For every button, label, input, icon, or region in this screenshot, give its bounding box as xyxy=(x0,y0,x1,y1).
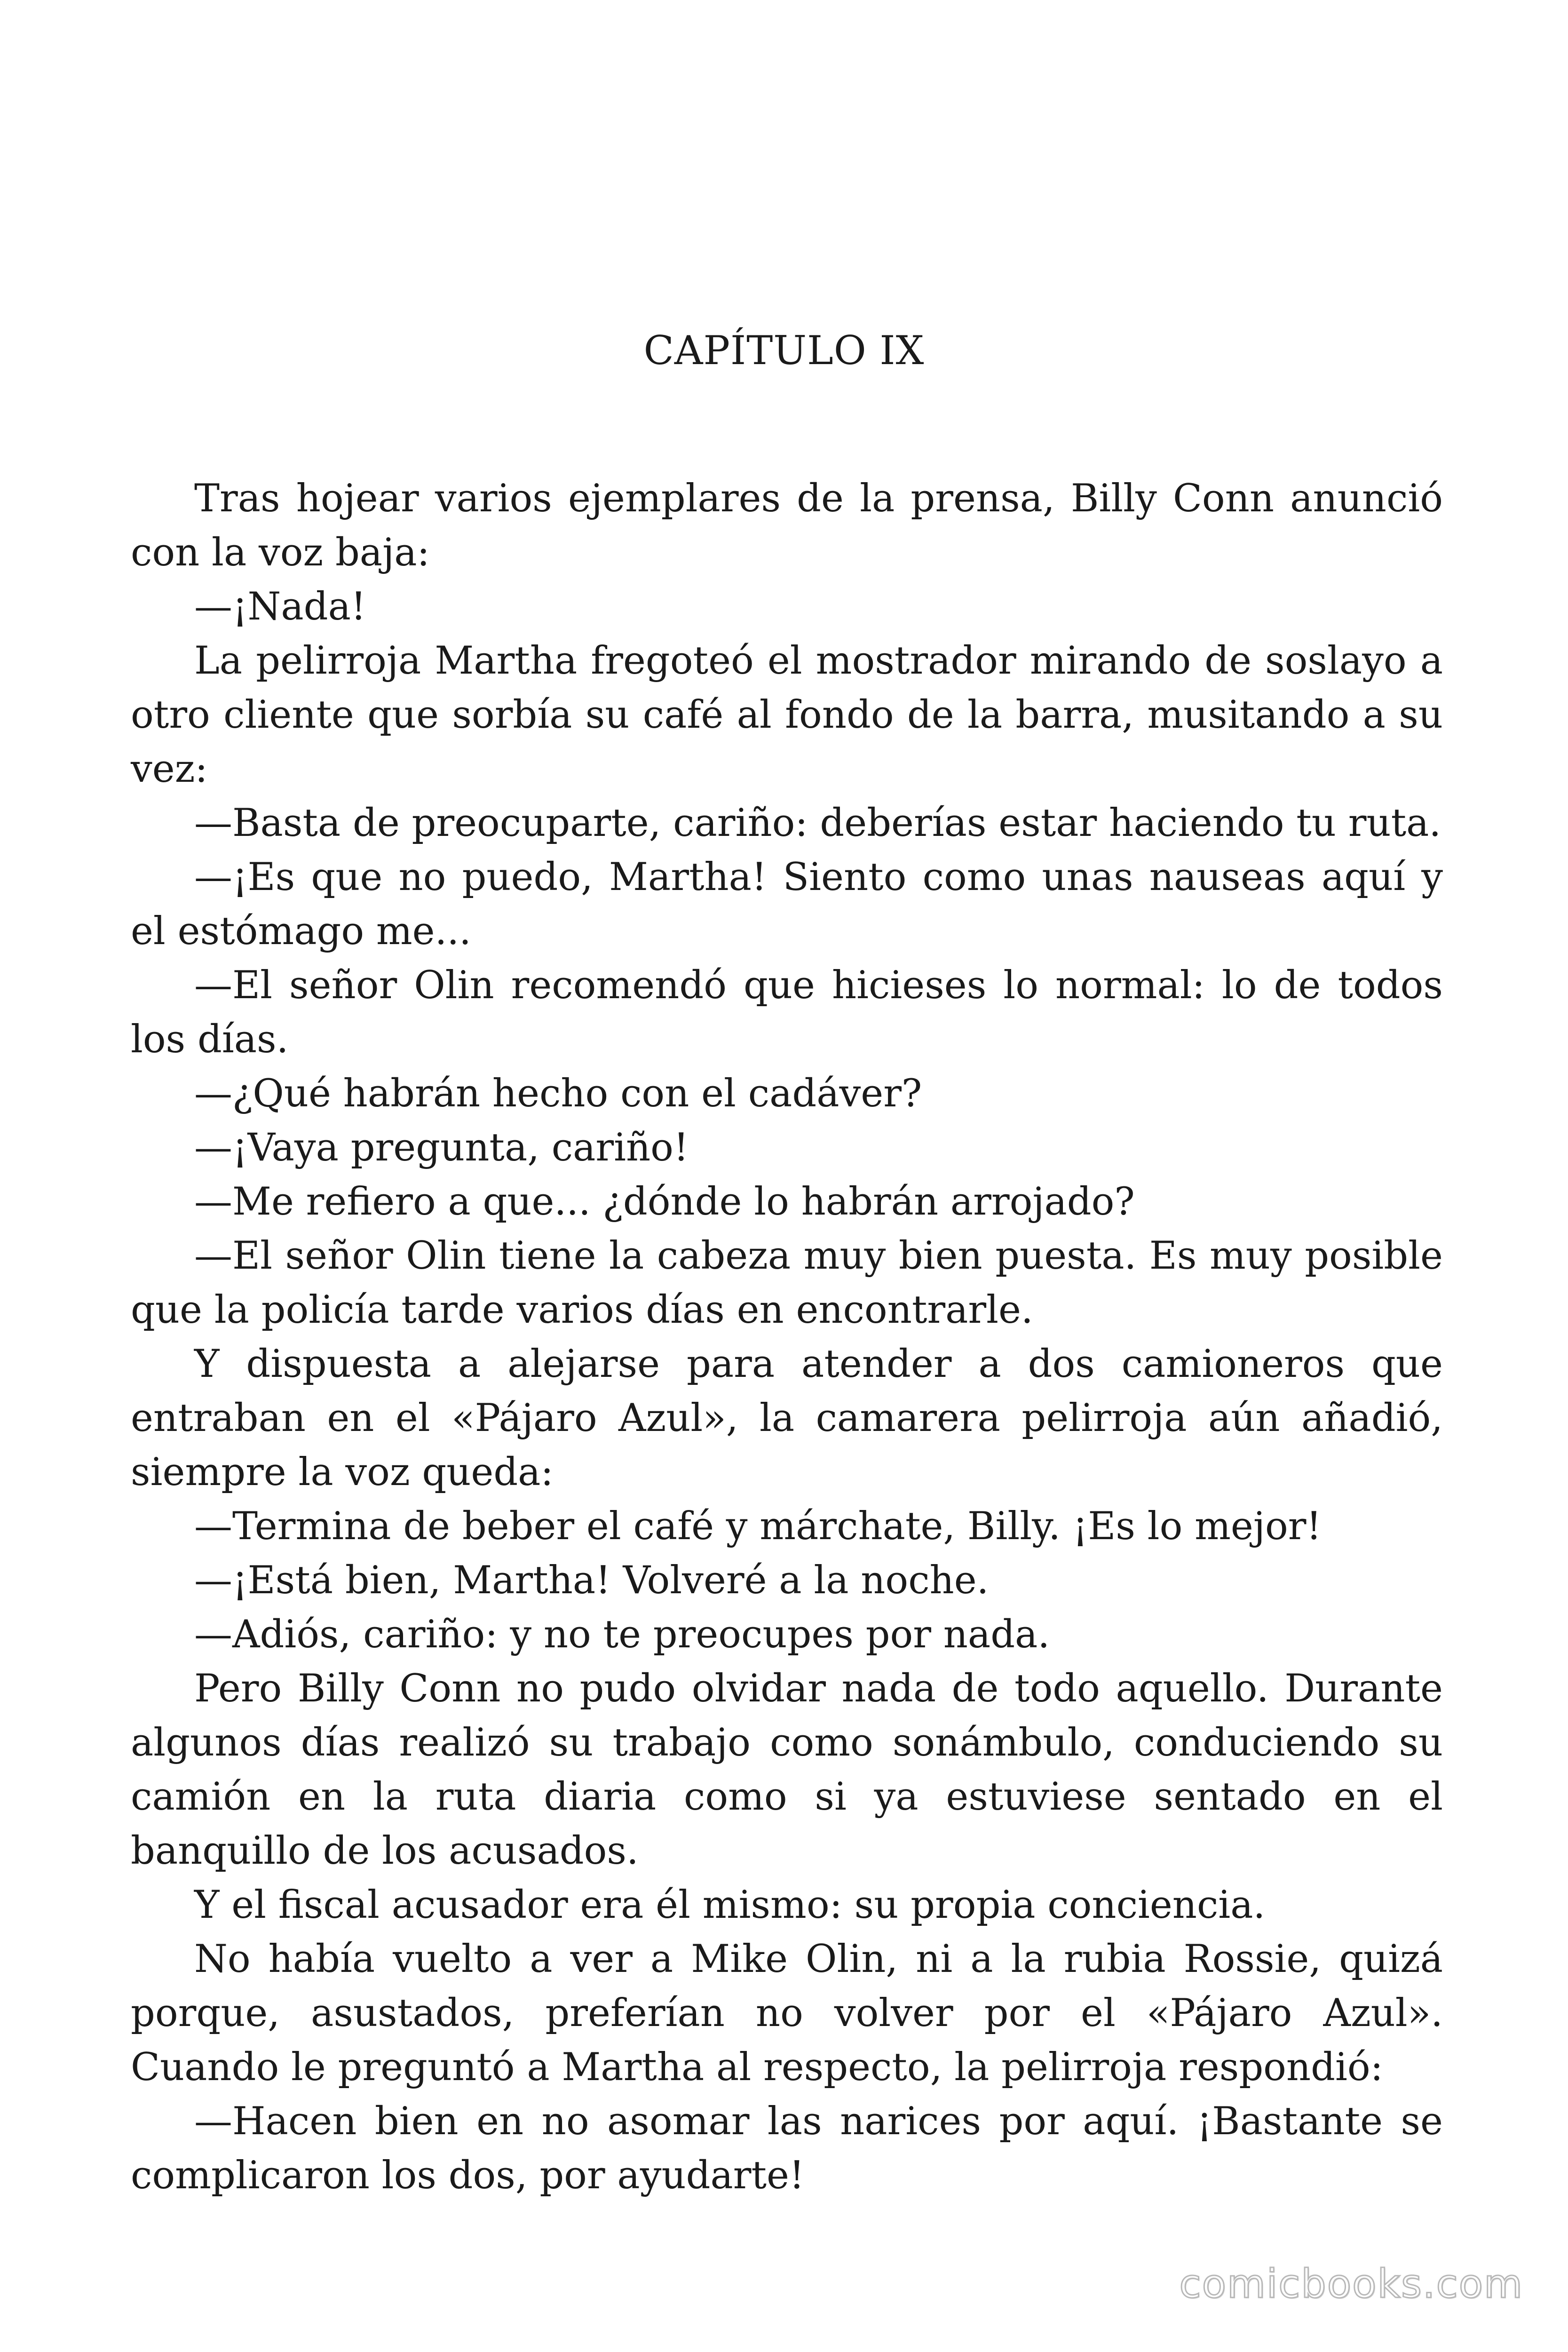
paragraph: —Me refiero a que... ¿dónde lo habrán arrojado? xyxy=(194,1180,1135,1224)
paragraph: —¡Vaya pregunta, cariño! xyxy=(194,1126,689,1170)
paragraph: Pero Billy Conn no pudo olvidar nada de todo aquello. Durante algunos días realizó su trabajo como sonámbulo, conduciendo su camión en la ruta diaria como si ya estuviese sentado en el banquillo de los acusados. xyxy=(131,1667,1443,1873)
watermark: comicbooks.com xyxy=(1179,2261,1523,2307)
paragraph: —El señor Olin tiene la cabeza muy bien puesta. Es muy posible que la policía tarde varios días en encontrarle. xyxy=(131,1234,1443,1332)
paragraph: —Adiós, cariño: y no te preocupes por nada. xyxy=(194,1613,1050,1657)
paragraph: —Hacen bien en no asomar las narices por aquí. ¡Bastante se complicaron los dos, por ayudarte! xyxy=(131,2099,1443,2198)
paragraph: —¡Es que no puedo, Martha! Siento como unas nauseas aquí y el estómago me... xyxy=(131,855,1443,954)
chapter-title: CAPÍTULO IX xyxy=(643,327,925,373)
chapter-body xyxy=(131,472,1443,2203)
paragraph: No había vuelto a ver a Mike Olin, ni a la rubia Rossie, quizá porque, asustados, preferían no volver por el «Pájaro Azul». Cuando le preguntó a Martha al respecto, la pelirroja respondió: xyxy=(131,1937,1443,2090)
paragraph: —¡Está bien, Martha! Volveré a la noche. xyxy=(194,1558,989,1603)
paragraph: Tras hojear varios ejemplares de la prensa, Billy Conn anunció con la voz baja: xyxy=(131,477,1443,575)
paragraph: —Termina de beber el café y márchate, Billy. ¡Es lo mejor! xyxy=(194,1504,1322,1549)
paragraph: Y el fiscal acusador era él mismo: su propia conciencia. xyxy=(194,1883,1266,1927)
paragraph: —El señor Olin recomendó que hicieses lo normal: lo de todos los días. xyxy=(131,963,1443,1062)
paragraph: —¡Nada! xyxy=(194,585,366,629)
paragraph: Y dispuesta a alejarse para atender a dos camioneros que entraban en el «Pájaro Azul», la camarera pelirroja aún añadió, siempre la voz queda: xyxy=(131,1342,1443,1494)
paragraph: La pelirroja Martha fregoteó el mostrador mirando de soslayo a otro cliente que sorbía su café al fondo de la barra, musitando a su vez: xyxy=(131,639,1443,791)
paragraph: —¿Qué habrán hecho con el cadáver? xyxy=(194,1072,922,1116)
paragraph: —Basta de preocuparte, cariño: deberías estar haciendo tu ruta. xyxy=(194,801,1441,845)
